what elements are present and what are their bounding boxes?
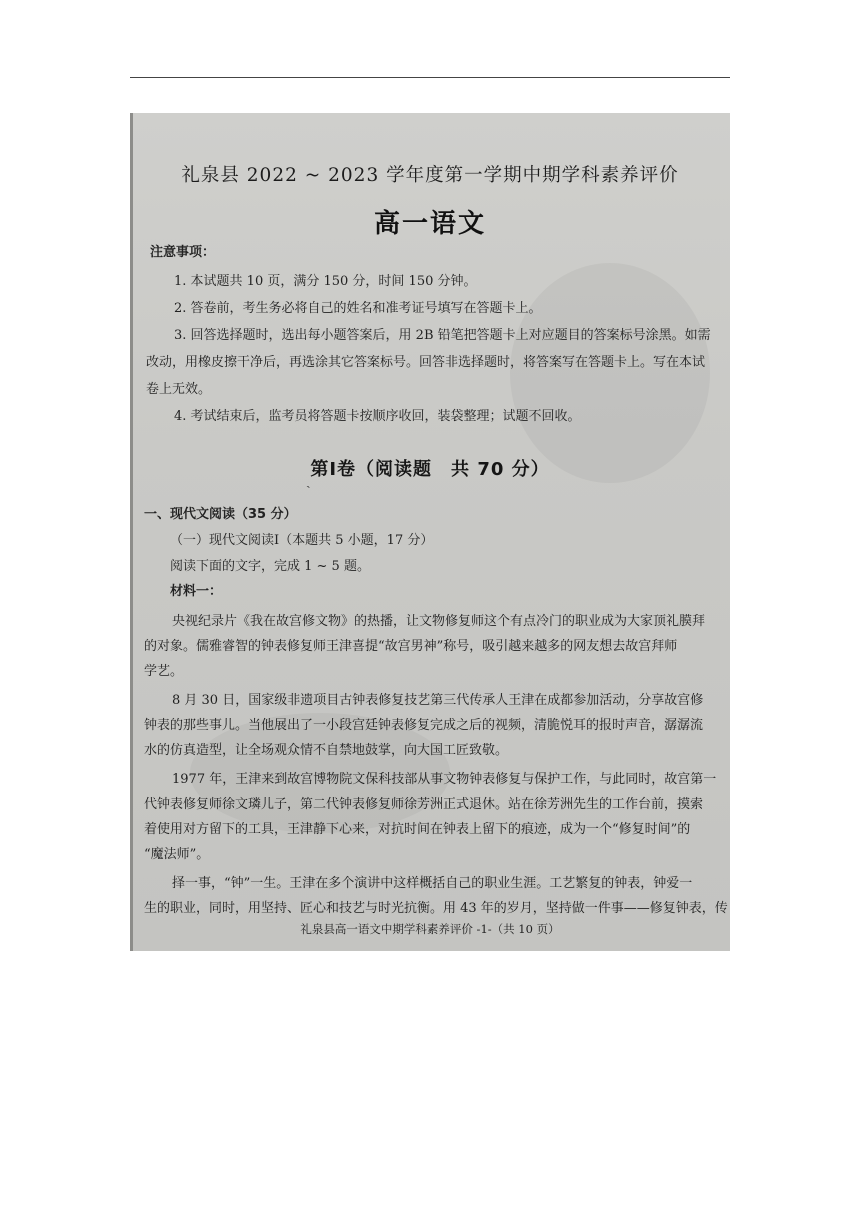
exam-photo	[130, 113, 730, 951]
exam-title: 礼泉县 2022 ~ 2023 学年度第一学期中期学科素养评价	[181, 165, 679, 186]
passage-line: 代钟表修复师徐文璘儿子，第二代钟表修复师徐芳洲正式退休。站在徐芳洲先生的工作台前，摸索	[144, 797, 704, 812]
notice-item: 4. 考试结束后，监考员将答题卡按顺序收回，装袋整理；试题不回收。	[174, 409, 581, 424]
exam-subject: 高一语文	[373, 209, 486, 239]
notice-item: 2. 答卷前，考生务必将自己的姓名和准考证号填写在答题卡上。	[174, 301, 542, 316]
part-heading: 一、现代文阅读（35 分）	[144, 507, 297, 522]
material-label: 材料一：	[170, 584, 223, 599]
reading-instruction: 阅读下面的文字，完成 1 ~ 5 题。	[170, 559, 370, 574]
passage-line: 的对象。儒雅睿智的钟表修复师王津喜提“故宫男神”称号，吸引越来越多的网友想去故宫拜师	[144, 639, 678, 654]
notice-item: 3. 回答选择题时，选出每小题答案后，用 2B 铅笔把答题卡上对应题目的答案标号涂黑。如需	[174, 328, 711, 343]
notice-item: 1. 本试题共 10 页，满分 150 分，时间 150 分钟。	[174, 274, 477, 289]
section-heading: 第Ⅰ卷（阅读题 共 70 分）	[310, 459, 550, 480]
passage-line: 学艺。	[144, 664, 184, 679]
notice-heading: 注意事项：	[150, 245, 216, 260]
passage-line: “魔法师”。	[144, 847, 210, 862]
passage-line: 着使用对方留下的工具，王津静下心来，对抗时间在钟表上留下的痕迹，成为一个“修复时间”的	[144, 822, 691, 837]
passage-line: 水的仿真造型，让全场观众情不自禁地鼓掌，向大国工匠致敬。	[144, 743, 509, 758]
notice-item: 卷上无效。	[146, 382, 212, 397]
page-footer: 礼泉县高一语文中期学科素养评价 -1-（共 10 页）	[300, 922, 560, 936]
pen-mark: ˏ	[306, 473, 311, 489]
bleed-through-smudge	[510, 263, 710, 483]
notice-item: 改动，用橡皮擦干净后，再选涂其它答案标号。回答非选择题时，将答案写在答题卡上。写在本试	[146, 355, 706, 370]
passage-line: 1977 年，王津来到故宫博物院文保科技部从事文物钟表修复与保护工作，与此同时，故宫第一	[172, 772, 717, 787]
subsection-heading: （一）现代文阅读Ⅰ（本题共 5 小题，17 分）	[170, 533, 434, 548]
passage-line: 生的职业，同时，用坚持、匠心和技艺与时光抗衡。用 43 年的岁月，坚持做一件事——修复钟表，传	[144, 901, 728, 916]
passage-line: 择一事，“钟”一生。王津在多个演讲中这样概括自己的职业生涯。工艺繁复的钟表，钟爱一	[172, 876, 693, 891]
passage-line: 央视纪录片《我在故宫修文物》的热播，让文物修复师这个有点冷门的职业成为大家顶礼膜拜	[172, 614, 706, 629]
passage-line: 8 月 30 日，国家级非遗项目古钟表修复技艺第三代传承人王津在成都参加活动，分享故宫修	[172, 693, 704, 708]
passage-line: 钟表的那些事儿。当他展出了一小段宫廷钟表修复完成之后的视频，清脆悦耳的报时声音，潺潺流	[144, 718, 704, 733]
page-top-rule	[130, 77, 730, 78]
